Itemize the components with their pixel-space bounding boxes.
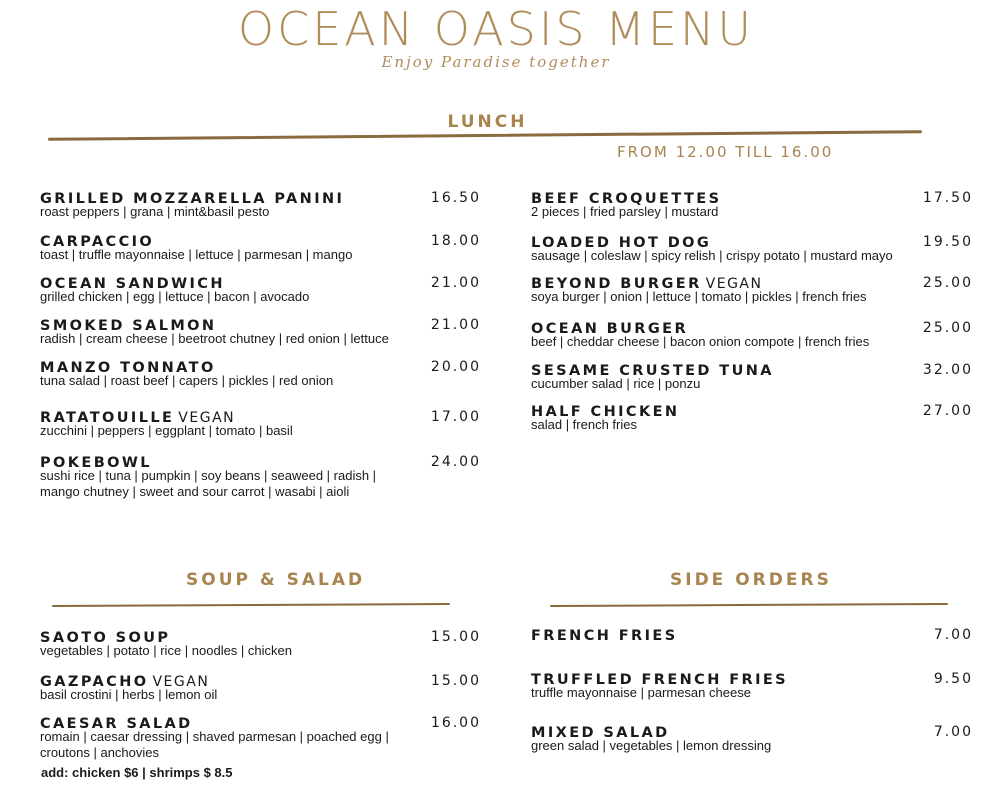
menu-item: [40, 276, 309, 305]
menu-item-price: 17.00: [430, 409, 481, 425]
menu-item-price: 24.00: [430, 454, 481, 470]
menu-item: [40, 674, 217, 703]
menu-item-description: basil crostini | herbs | lemon oil: [40, 687, 218, 702]
side-orders-divider: [550, 603, 948, 607]
menu-item-price: 17.50: [922, 190, 973, 206]
menu-item-name-text: FRENCH FRIES: [531, 628, 678, 644]
menu-item-name-text: SESAME CRUSTED TUNA: [531, 363, 774, 379]
menu-item-description: cucumber salad | rice | ponzu: [531, 376, 701, 391]
menu-item-description: radish | cream cheese | beetroot chutney | red onion | lettuce: [40, 331, 389, 346]
menu-item: [531, 725, 771, 754]
menu-item-name-text: BEYOND BURGER: [531, 276, 702, 292]
menu-item-price: 15.00: [430, 629, 481, 645]
menu-item-price: 7.00: [933, 627, 973, 643]
menu-item-price: 9.50: [933, 671, 973, 687]
menu-item: [40, 716, 389, 761]
menu-item: [531, 363, 774, 392]
menu-item-name-text: BEEF CROQUETTES: [531, 191, 722, 207]
menu-item: [531, 628, 678, 644]
menu-item: [531, 276, 867, 305]
menu-item: [531, 321, 869, 350]
menu-item-price: 7.00: [933, 724, 973, 740]
menu-item: [40, 410, 293, 439]
menu-item: [40, 360, 333, 389]
menu-item-description: sushi rice | tuna | pumpkin | soy beans | seaweed | radish |: [40, 468, 377, 483]
menu-item: [531, 404, 679, 433]
menu-item-name-text: SMOKED SALMON: [40, 318, 217, 334]
menu-item-price: 19.50: [922, 234, 973, 250]
menu-item: [531, 191, 721, 220]
menu-item: [40, 455, 376, 500]
menu-item-description: vegetables | potato | rice | noodles | chicken: [40, 643, 292, 658]
vegan-label: VEGAN: [705, 276, 763, 292]
menu-item-price: 18.00: [430, 233, 481, 249]
menu-item-price: 32.00: [922, 362, 973, 378]
menu-item-name-text: HALF CHICKEN: [531, 404, 680, 420]
menu-item-price: 27.00: [922, 403, 973, 419]
menu-item-description: romain | caesar dressing | shaved parmesan | poached egg |: [40, 729, 389, 744]
menu-tagline: Enjoy Paradise together: [381, 53, 611, 71]
menu-item-price: 15.00: [430, 673, 481, 689]
menu-item-price: 25.00: [922, 275, 973, 291]
menu-item-name-text: RATATOUILLE: [40, 410, 175, 426]
menu-item-price: 16.00: [430, 715, 481, 731]
menu-item-price: 21.00: [430, 317, 481, 333]
menu-item-name-text: OCEAN BURGER: [531, 321, 689, 337]
lunch-hours: FROM 12.00 TILL 16.00: [617, 143, 834, 161]
soup-salad-heading: SOUP & SALAD: [186, 570, 366, 590]
vegan-label: VEGAN: [178, 410, 236, 426]
menu-item-description: green salad | vegetables | lemon dressing: [531, 738, 772, 753]
menu-item-price: 20.00: [430, 359, 481, 375]
menu-item-description: grilled chicken | egg | lettuce | bacon | avocado: [40, 289, 310, 304]
menu-item: [40, 191, 344, 220]
menu-item-name-text: CAESAR SALAD: [40, 716, 193, 732]
menu-item-price: 16.50: [430, 190, 481, 206]
menu-item-description: zucchini | peppers | eggplant | tomato | basil: [40, 423, 293, 438]
menu-item-name-text: GRILLED MOZZARELLA PANINI: [40, 191, 345, 207]
menu-item-description: salad | french fries: [531, 417, 637, 432]
menu-item: [40, 630, 292, 659]
vegan-label: VEGAN: [152, 674, 210, 690]
menu-item-name-text: OCEAN SANDWICH: [40, 276, 225, 292]
menu-item-description: 2 pieces | fried parsley | mustard: [531, 204, 719, 219]
menu-item: [531, 672, 788, 701]
menu-title: OCEAN OASIS MENU: [237, 2, 755, 56]
menu-item: [40, 318, 389, 347]
menu-item-name-text: TRUFFLED FRENCH FRIES: [531, 672, 789, 688]
menu-item-name-text: LOADED HOT DOG: [531, 235, 712, 251]
menu-item-name-text: MANZO TONNATO: [40, 360, 216, 376]
menu-item-description: sausage | coleslaw | spicy relish | crispy potato | mustard mayo: [531, 248, 893, 263]
menu-item-name-text: POKEBOWL: [40, 455, 152, 471]
addon-note: add: chicken $6 | shrimps $ 8.5: [41, 765, 233, 780]
menu-item-description: croutons | anchovies: [40, 745, 159, 760]
menu-item-description: beef | cheddar cheese | bacon onion compote | french fries: [531, 334, 870, 349]
menu-item-name-text: GAZPACHO: [40, 674, 149, 690]
side-orders-heading: SIDE ORDERS: [670, 570, 832, 590]
menu-item-description: soya burger | onion | lettuce | tomato | pickles | french fries: [531, 289, 867, 304]
menu-item-description: mango chutney | sweet and sour carrot | wasabi | aioli: [40, 484, 350, 499]
menu-item-price: 25.00: [922, 320, 973, 336]
menu-item-name-text: SAOTO SOUP: [40, 630, 171, 646]
menu-item-name: [531, 628, 678, 644]
menu-item-description: roast peppers | grana | mint&basil pesto: [40, 204, 270, 219]
menu-item-name-text: CARPACCIO: [40, 234, 155, 250]
menu-item: [40, 234, 352, 263]
menu-item: [531, 235, 893, 264]
menu-item-description: truffle mayonnaise | parmesan cheese: [531, 685, 751, 700]
lunch-heading: LUNCH: [447, 112, 528, 132]
menu-item-description: toast | truffle mayonnaise | lettuce | parmesan | mango: [40, 247, 353, 262]
menu-item-price: 21.00: [430, 275, 481, 291]
soup-salad-divider: [52, 603, 450, 607]
menu-item-description: tuna salad | roast beef | capers | pickles | red onion: [40, 373, 334, 388]
menu-item-name-text: MIXED SALAD: [531, 725, 670, 741]
